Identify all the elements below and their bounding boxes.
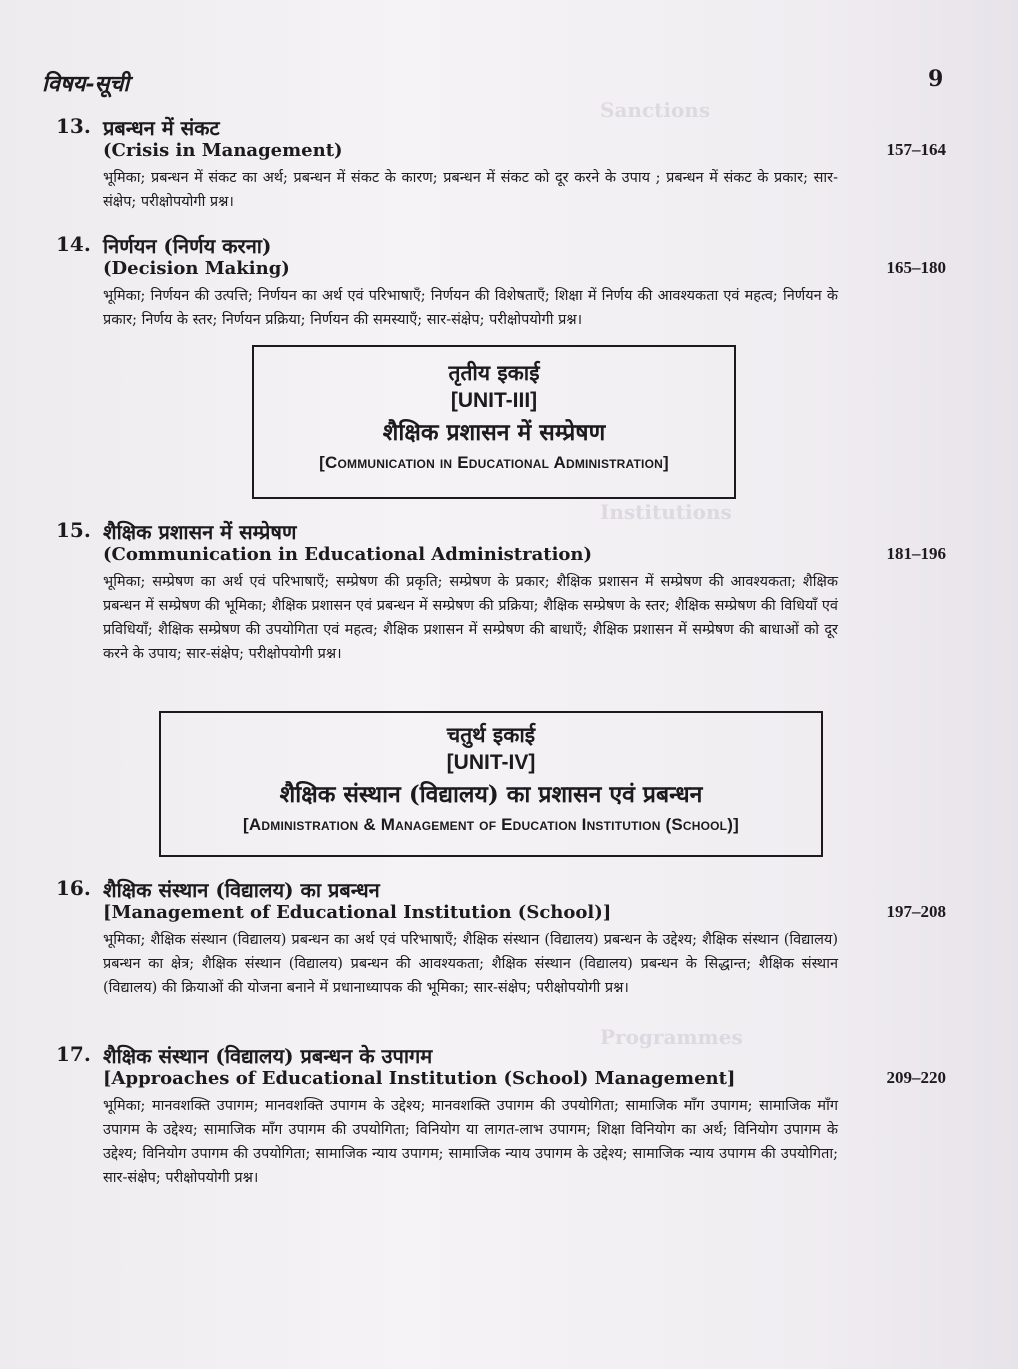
unit-label-hindi: चतुर्थ इकाई — [446, 722, 536, 747]
page-number: 9 — [928, 66, 944, 92]
entry-title-hindi: शैक्षिक प्रशासन में सम्प्रेषण — [103, 520, 297, 544]
unit-heading-box — [252, 345, 736, 499]
entry-page-range: 209–220 — [886, 1068, 946, 1087]
entry-number: 17. — [56, 1042, 91, 1066]
entry-page-range: 197–208 — [886, 902, 946, 921]
entry-title-hindi: निर्णयन (निर्णय करना) — [103, 234, 272, 258]
unit-title-hindi: शैक्षिक प्रशासन में सम्प्रेषण — [382, 419, 606, 446]
entry-number: 13. — [56, 114, 91, 138]
entry-description: भूमिका; मानवशक्ति उपागम; मानवशक्ति उपागम के उद्देश्य; मानवशक्ति उपागम की उपयोगिता; सामाजिक माँग उपागम; सामाजिक माँग उपागम के उद्देश्य; सामाजिक माँग उपागम की उपयोगिता; विनियोग या लागत-लाभ उपागम; शिक्षा विनियोग का अर्थ; विनियोग उपागम के उद्देश्य; विनियोग उपागम की उपयोगिता; सामाजिक न्याय उपागम; सामाजिक न्याय उपागम के उद्देश्य; सामाजिक न्याय उपागम की उपयोगिता; सार-संक्षेप; परीक्षोपयोगी प्रश्न। — [103, 1098, 838, 1186]
entry-number: 14. — [56, 232, 91, 256]
entry-description: भूमिका; सम्प्रेषण का अर्थ एवं परिभाषाएँ; सम्प्रेषण की प्रकृति; सम्प्रेषण के प्रकार; शैक्षिक प्रशासन में सम्प्रेषण की आवश्यकता; शैक्षिक प्रबन्धन में सम्प्रेषण की भूमिका; शैक्षिक प्रशासन एवं प्रबन्धन में सम्प्रेषण की प्रक्रिया; शैक्षिक सम्प्रेषण के स्तर; शैक्षिक सम्प्रेषण की विधियाँ एवं प्रविधियाँ; शैक्षिक सम्प्रेषण की उपयोगिता एवं महत्व; शैक्षिक प्रशासन में सम्प्रेषण की बाधाएँ; शैक्षिक प्रशासन में सम्प्रेषण की बाधाओं को दूर करने के उपाय; सार-संक्षेप; परीक्षोपयोगी प्रश्न। — [103, 574, 838, 662]
entry-page-range: 157–164 — [886, 140, 946, 159]
section-title: विषय-सूची — [42, 71, 130, 97]
entry-description: भूमिका; प्रबन्धन में संकट का अर्थ; प्रबन्धन में संकट के कारण; प्रबन्धन में संकट को दूर करने के उपाय ; प्रबन्धन में संकट के प्रकार; सार-संक्षेप; परीक्षोपयोगी प्रश्न। — [103, 170, 838, 210]
entry-title-english: (Crisis in Management) — [103, 140, 343, 161]
bleed-through-text: Sanctions — [600, 98, 711, 122]
entry-title-english: (Communication in Educational Administration) — [103, 544, 593, 565]
unit-title-english: [Communication in Educational Administration] — [319, 453, 669, 472]
entry-page-range: 165–180 — [886, 258, 946, 277]
entry-title-hindi: शैक्षिक संस्थान (विद्यालय) का प्रबन्धन — [103, 878, 380, 902]
entry-title-hindi: प्रबन्धन में संकट — [103, 116, 220, 140]
entry-title-hindi: शैक्षिक संस्थान (विद्यालय) प्रबन्धन के उपागम — [103, 1044, 433, 1068]
entry-number: 16. — [56, 876, 91, 900]
unit-title-hindi: शैक्षिक संस्थान (विद्यालय) का प्रशासन एवं प्रबन्धन — [279, 781, 703, 808]
entry-page-range: 181–196 — [886, 544, 946, 563]
unit-label-hindi: तृतीय इकाई — [448, 360, 540, 385]
entry-title-english: (Decision Making) — [103, 258, 290, 279]
bleed-through-text: Programmes — [600, 1025, 743, 1049]
entry-number: 15. — [56, 518, 91, 542]
unit-label-english: [UNIT-IV] — [446, 751, 536, 774]
entry-description: भूमिका; निर्णयन की उत्पत्ति; निर्णयन का अर्थ एवं परिभाषाएँ; निर्णयन की विशेषताएँ; शिक्षा में निर्णय की आवश्यकता एवं महत्व; निर्णयन के प्रकार; निर्णय के स्तर; निर्णयन प्रक्रिया; निर्णयन की समस्याएँ; सार-संक्षेप; परीक्षोपयोगी प्रश्न। — [103, 288, 838, 328]
entry-description: भूमिका; शैक्षिक संस्थान (विद्यालय) प्रबन्धन का अर्थ एवं परिभाषाएँ; शैक्षिक संस्थान (विद्यालय) प्रबन्धन के उद्देश्य; शैक्षिक संस्थान (विद्यालय) प्रबन्धन का क्षेत्र; शैक्षिक संस्थान (विद्यालय) प्रबन्धन की आवश्यकता; शैक्षिक संस्थान (विद्यालय) प्रबन्धन के सिद्धान्त; शैक्षिक संस्थान (विद्यालय) की क्रियाओं की योजना बनाने में प्रधानाध्यापक की भूमिका; सार-संक्षेप; परीक्षोपयोगी प्रश्न। — [103, 932, 838, 996]
entry-title-english: [Approaches of Educational Institution (School) Management] — [103, 1068, 736, 1089]
unit-title-english: [Administration & Management of Education Institution (School)] — [243, 815, 739, 834]
entry-title-english: [Management of Educational Institution (School)] — [103, 902, 612, 923]
unit-label-english: [UNIT-III] — [450, 389, 538, 412]
bleed-through-text: Institutions — [600, 500, 732, 524]
unit-heading-box — [159, 711, 823, 857]
